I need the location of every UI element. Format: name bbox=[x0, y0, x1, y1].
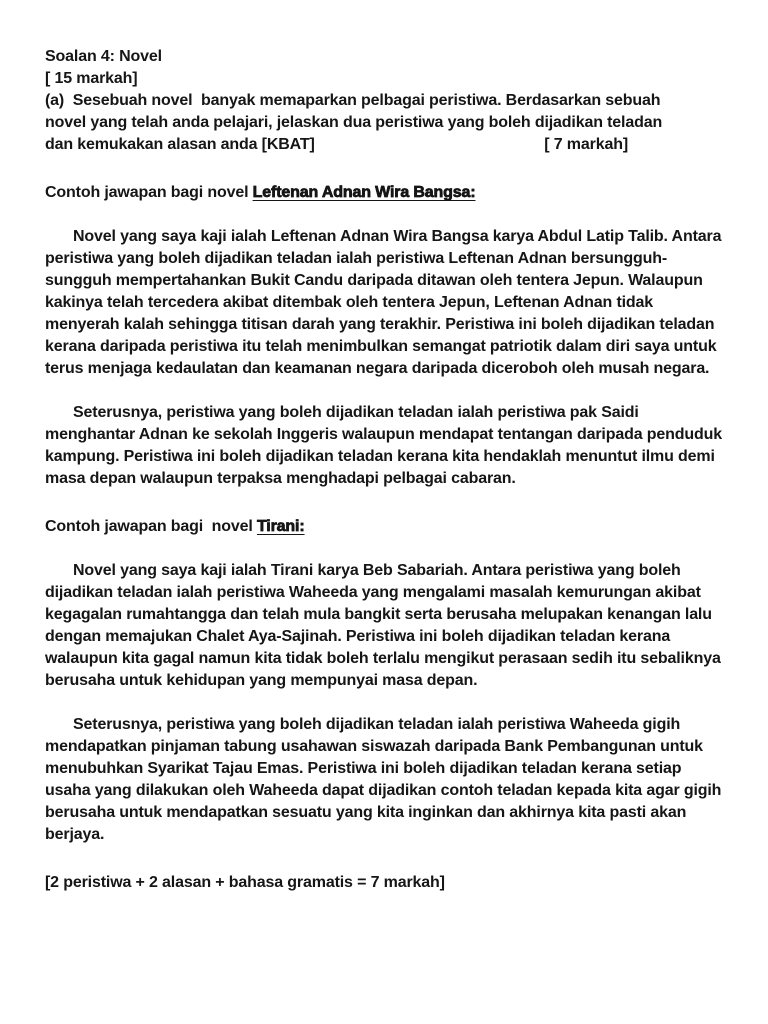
example1-paragraph-2: Seterusnya, peristiwa yang boleh dijadikan teladan ialah peristiwa pak Saidi menghantar Adnan ke sekolah Inggeris walaupun mendapat tentangan daripada penduduk kampung. Peristiwa ini boleh dijadikan teladan kerana kita hendaklah menuntut ilmu demi masa depan walaupun terpaksa menghadapi pelbagai cabaran. bbox=[45, 404, 727, 487]
example1-paragraph-1: Novel yang saya kaji ialah Leftenan Adnan Wira Bangsa karya Abdul Latip Talib. Antara peristiwa yang boleh dijadikan teladan ialah peristiwa Leftenan Adnan bersungguh-sungguh mempertahankan Bukit Candu daripada ditawan oleh tentera Jepun. Walaupun kakinya telah tercedera akibat ditembak oleh tentera Jepun, Leftenan Adnan tidak menyerah kalah sehingga titisan darah yang terakhir. Peristiwa ini boleh dijadikan teladan kerana daripada peristiwa itu telah menimbulkan semangat patriotik dalam diri saya untuk terus menjaga kedaulatan dan keamanan negara daripada diceroboh oleh musah negara. bbox=[45, 228, 726, 377]
total-marks: [ 15 markah] bbox=[45, 70, 138, 87]
example2-novel-title: Tirani: bbox=[256, 518, 305, 535]
part-marks: [ 7 markah] bbox=[544, 136, 628, 153]
question-text-line-2: novel yang telah anda pelajari, jelaskan dua peristiwa yang boleh dijadikan teladan bbox=[45, 114, 663, 131]
example2-label bbox=[45, 516, 724, 538]
question-heading: Soalan 4: Novel bbox=[45, 48, 162, 65]
example2-paragraph-1: Novel yang saya kaji ialah Tirani karya Beb Sabariah. Antara peristiwa yang boleh dijadikan teladan ialah peristiwa Waheeda yang mengalami masalah kemurungan akibat kegagalan rumahtangga dan telah mula bangkit serta berusaha melupakan kenangan lalu dengan memajukan Chalet Aya-Sajinah. Peristiwa ini boleh dijadikan teladan kerana walaupun kita gagal namun kita tidak boleh terlalu mengikut perasaan sedih itu sebaliknya berusaha untuk kehidupan yang mempunyai masa depan. bbox=[45, 562, 726, 689]
question-text-line-3 bbox=[45, 134, 724, 156]
example1-label-prefix: Contoh jawapan bagi novel bbox=[45, 184, 253, 201]
example2-paragraph-2: Seterusnya, peristiwa yang boleh dijadikan teladan ialah peristiwa Waheeda gigih mendapatkan pinjaman tabung usahawan siswazah daripada Bank Pembangunan untuk menubuhkan Syarikat Tajau Emas. Peristiwa ini boleh dijadikan teladan kerana setiap usaha yang dilakukan oleh Waheeda dapat dijadikan contoh teladan kepada kita agar gigih berusaha untuk mendapatkan sesuatu yang kita inginkan dan akhirnya kita pasti akan berjaya. bbox=[45, 716, 726, 843]
marking-scheme: [2 peristiwa + 2 alasan + bahasa gramatis = 7 markah] bbox=[45, 874, 445, 891]
question-text-line-3-left: dan kemukakan alasan anda [KBAT] bbox=[45, 136, 315, 153]
example1-label bbox=[45, 182, 724, 204]
example1-novel-title: Leftenan Adnan Wira Bangsa: bbox=[252, 184, 476, 201]
example2-label-prefix: Contoh jawapan bagi novel bbox=[45, 518, 257, 535]
question-text-line-1: (a) Sesebuah novel banyak memaparkan pelbagai peristiwa. Berdasarkan sebuah bbox=[45, 92, 661, 109]
